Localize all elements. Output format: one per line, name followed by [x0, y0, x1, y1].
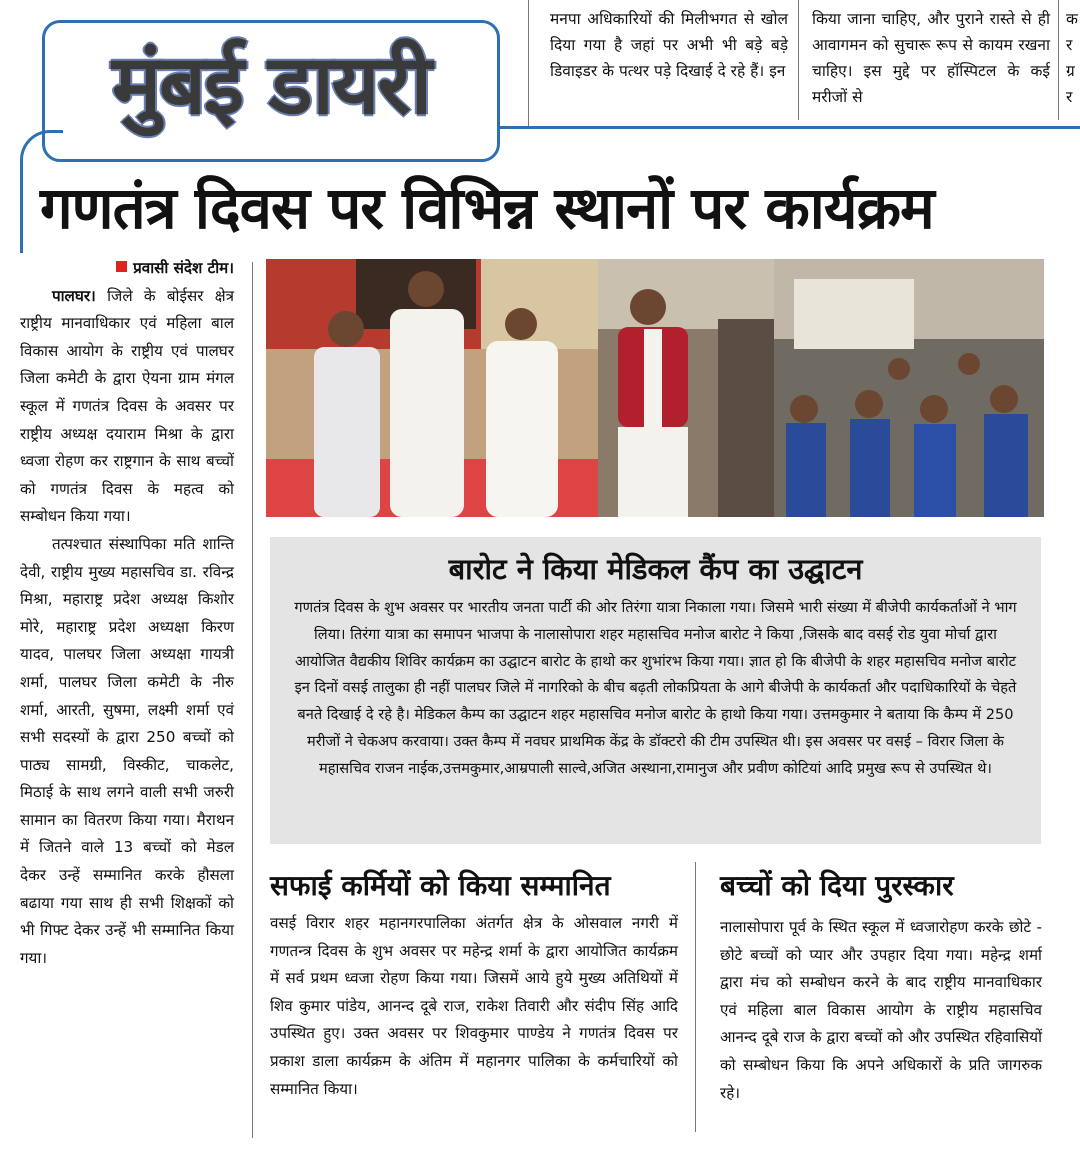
man-with-microphone-photo — [598, 259, 774, 517]
medical-camp-body: गणतंत्र दिवस के शुभ अवसर पर भारतीय जनता पार्टी की ओर तिरंगा यात्रा निकाला गया। जिसमे भारी संख्या में बीजेपी कार्यकर्ताओं ने भाग लिया। तिरंगा यात्रा का समापन भाजपा के नालासोपारा शहर महासचिव मनोज बारोट ने किया ,जिसके बाद वसई रोड युवा मोर्चा द्वारा आयोजित वैद्यकीय शिविर कार्यक्रम का उद्घाटन बारोट के हाथो कर शुभांरभ किया गया। ज्ञात हो कि बीजेपी के शहर महासचिव मनोज बारोट इन दिनों वसई तालुका ही नहीं पालघर जिले में नागरिको के बीच बढ़ती लोकप्रियता के आगे बीजेपी के कार्यकर्ता और पदाधिकारियों के चेहते बनते दिखाई दे रहे है। मेडिकल कैम्प का उद्घाटन शहर महासचिव मनोज बारोट के हाथो किया गया। उत्तमकुमार ने बताया कि कैम्प में 250 मरीजों ने चेकअप करवाया। उक्त कैम्प में नवघर प्राथमिक केंद्र के डॉक्टरो की टीम उपस्थित थी। इस अवसर पर वसई – विरार जिला के महासचिव राजन नाईक,उत्तमकुमार,आम्रपाली साल्वे,अजित अस्थाना,रामानुज और प्रवीण कोटियां आदि प्रमुख रूप से उपस्थित थे। — [294, 599, 1017, 777]
left-article — [20, 255, 234, 972]
top-column-2: किया जाना चाहिए, और पुराने रास्ते से ही आवागमन को सुचारू रूप से कायम रखना चाहिए। इस मुद्दे पर हॉस्पिटल के कई मरीजों से — [812, 10, 1050, 106]
byline-square-icon — [116, 261, 127, 272]
mumbai-diary-logo — [42, 20, 500, 162]
children-award-title: बच्चों को दिया पुरस्कार — [720, 869, 954, 902]
cleaning-staff-body: वसई विरार शहर महानगरपालिका अंतर्गत क्षेत्र के ओसवाल नगरी में गणतन्त्र दिवस के शुभ अवसर पर महेन्द्र शर्मा के द्वारा आयोजित कार्यक्रम में सर्व प्रथम ध्वजा रोहण किया गया। जिसमें आये हुये मुख्य अतिथियों में शिव कुमार पांडेय, आनन्द दूबे राज, राकेश तिवारी और संदीप सिंह आदि उपस्थित हुए। उक्त अवसर पर शिवकुमार पाण्डेय ने गणतंत्र दिवस पर प्रकाश डाला कार्यक्रम के अंतिम में महानगर पालिका के कर्मचारियों को सम्मानित किया। — [270, 914, 678, 1098]
logo-text: मुंबई डायरी — [111, 38, 431, 133]
left-article-para-1: पालघर। जिले के बोईसर क्षेत्र राष्ट्रीय मानवाधिकार एवं महिला बाल विकास आयोग के राष्ट्रीय एवं पालघर जिला कमेटी के द्वारा ऐयना ग्राम मंगल स्कूल में गणतंत्र दिवस के अवसर पर राष्ट्रीय अध्यक्ष दयाराम मिश्रा के द्वारा ध्वजा रोहण कर राष्ट्रगान के साथ बच्चों को गणतंत्र दिवस के महत्व को सम्बोधन किया गया। — [20, 286, 235, 526]
top-column-divider — [528, 0, 529, 126]
cleaning-staff-title: सफाई कर्मियों को किया सम्मानित — [270, 869, 611, 902]
crowd-with-flowers-photo — [774, 259, 1044, 517]
bottom-column-divider — [695, 862, 696, 1132]
top-column-3: क र ग्र र — [1066, 10, 1078, 106]
left-article-para-2: तत्पश्चात संस्थापिका मति शान्ति देवी, राष्ट्रीय मुख्य महासचिव डा. रविन्द्र मिश्रा, महाराष्ट्र प्रदेश अध्यक्ष किशोर मोरे, महाराष्ट्र प्रदेश अध्यक्षा किरण यादव, पालघर जिला अध्यक्षा गायत्री शर्मा, पालघर जिला कमेटी के नीरु शर्मा, आरती, सुषमा, लक्ष्मी शर्मा एवं सभी सदस्यों के द्वारा 250 बच्चों को पाठ्य सामग्री, विस्कीट, चाकलेट, मिठाई के साथ लगने वाली सभी जरुरी सामान का वितरण किया गया। मैराथन में जितने वाले 13 बच्चों को मेडल देकर उन्हें सम्मानित करके हौसला बढाया गया साथ ही सभी शिक्षकों को भी गिफ्ट देकर उन्हें भी सम्मानित किया गया। — [20, 534, 234, 967]
top-column-divider — [1058, 0, 1059, 120]
top-rule-left — [500, 126, 1080, 129]
microphone-photo-graphic — [598, 259, 774, 517]
medical-camp-box — [270, 537, 1041, 844]
byline: प्रवासी संदेश टीम। — [20, 255, 234, 283]
crowd-photo-graphic — [774, 259, 1044, 517]
top-column-1: मनपा अधिकारियों की मिलीभगत से खोल दिया गया है जहां पर अभी भी बड़े बड़े डिवाइडर के पत्थर पड़े दिखाई दे रहे हैं। इन — [550, 10, 788, 80]
children-award-body: नालासोपारा पूर्व के स्थित स्कूल में ध्वजारोहण करके छोटे - छोटे बच्चों को प्यार और उपहार दिया गया। महेन्द्र शर्मा द्वारा मंच को सम्बोधन करने के बाद राष्ट्रीय मानवाधिकार एवं महिला बाल विकास आयोग के राष्ट्रीय महासचिव आनन्द दूबे राज के द्वारा बच्चों को और उपस्थित रहिवासियों को सम्बोधन किया कि अपने अधिकारों के प्रति जागरुक रहे। — [720, 918, 1042, 1102]
group-of-men-at-event-photo — [266, 259, 598, 517]
main-headline: गणतंत्र दिवस पर विभिन्न स्थानों पर कार्यक्रम — [40, 174, 934, 242]
dateline: पालघर। — [52, 286, 96, 305]
top-column-divider — [798, 0, 799, 120]
event-photo-graphic — [266, 259, 598, 517]
medical-camp-title: बारोट ने किया मेडिकल कैंप का उद्घाटन — [448, 552, 863, 586]
left-column-divider — [252, 262, 253, 1138]
